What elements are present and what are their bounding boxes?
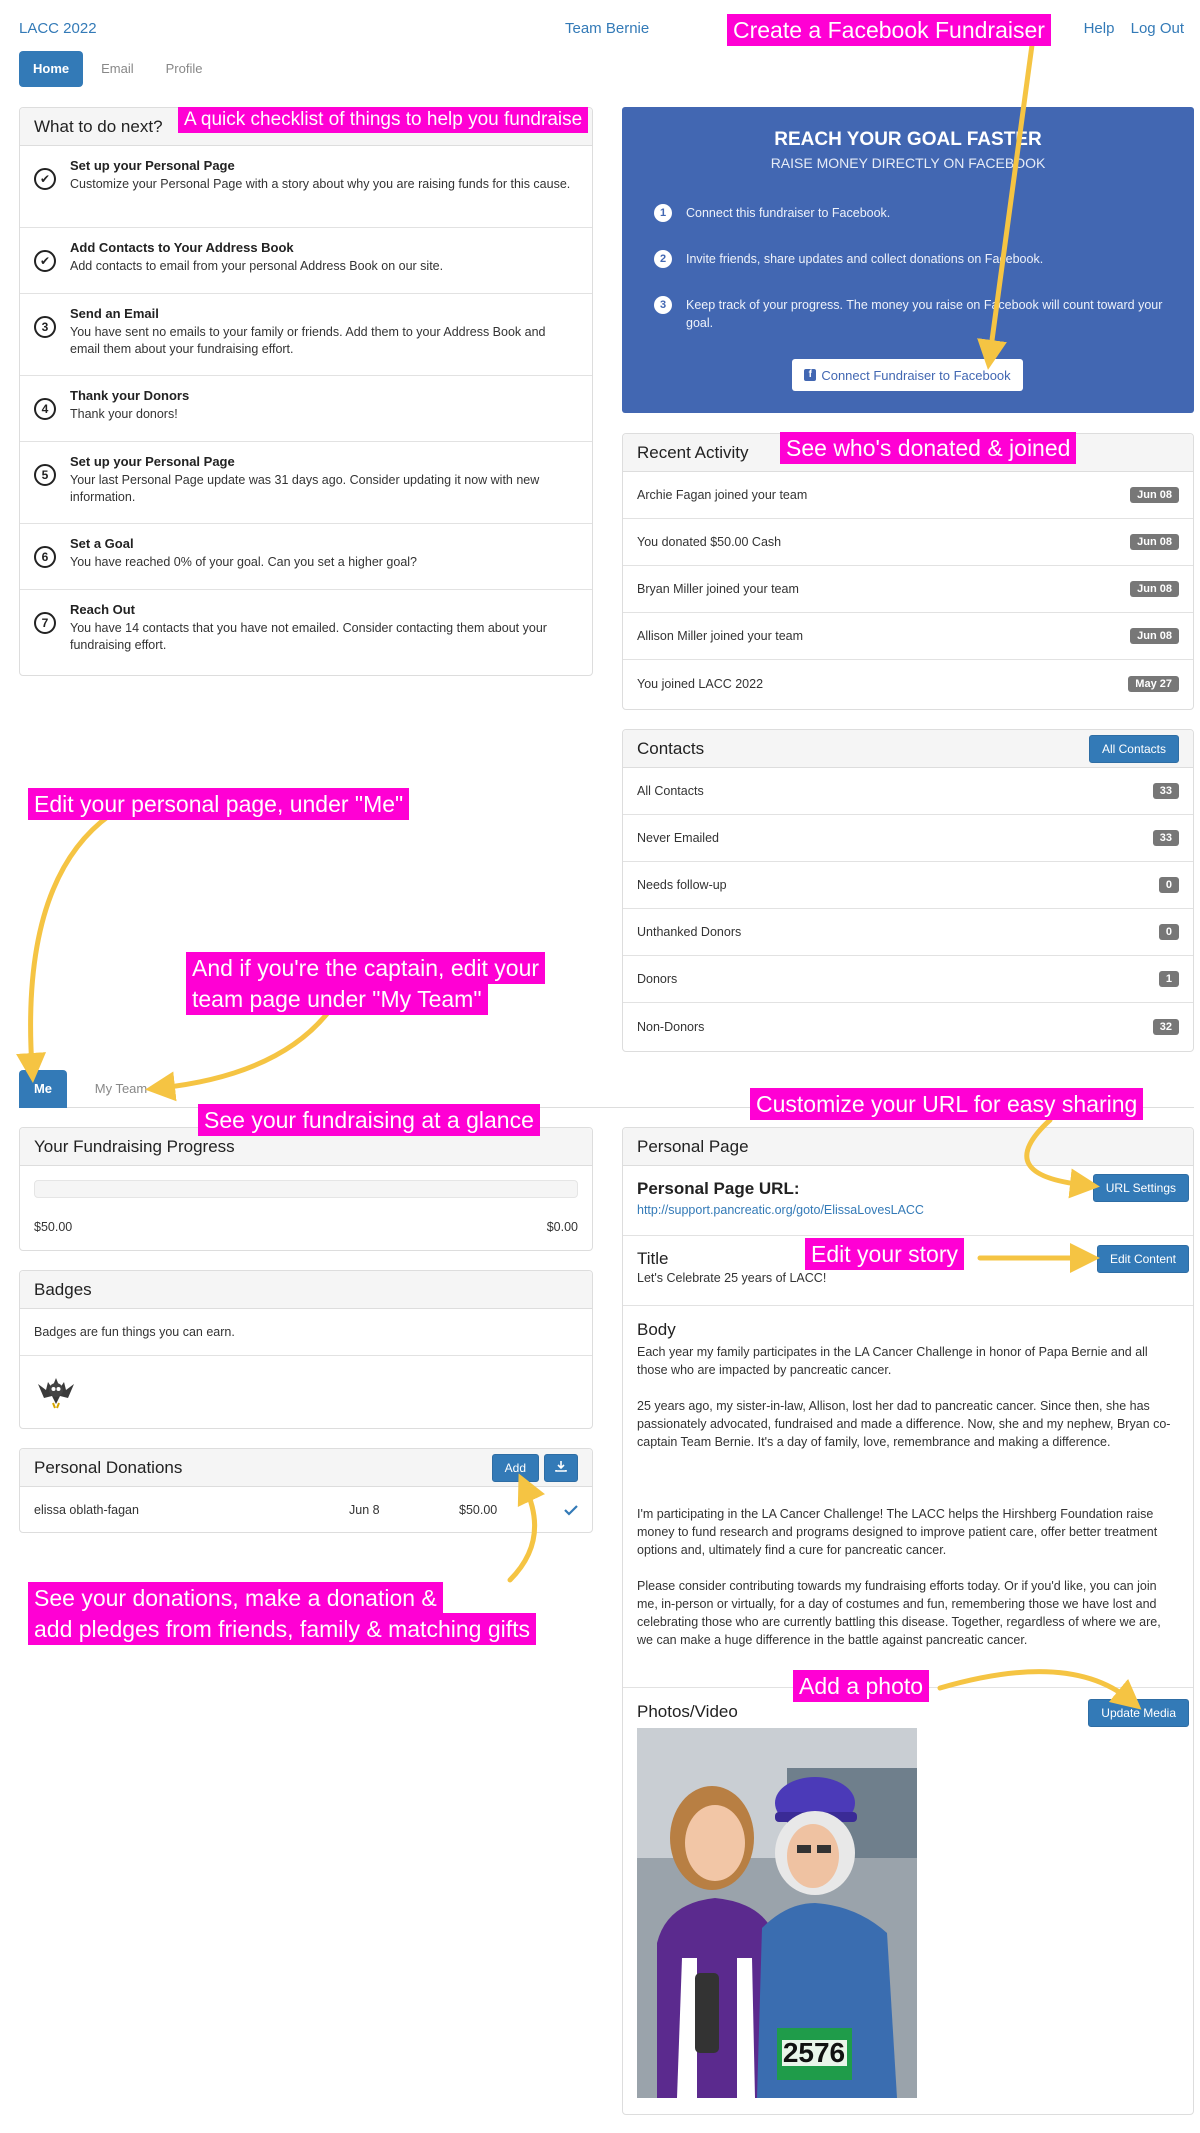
personal-page-title: Personal Page: [637, 1136, 749, 1156]
team-link[interactable]: Team Bernie: [565, 20, 650, 37]
checklist-item[interactable]: [20, 294, 592, 376]
goal-amount: $0.00: [546, 1220, 578, 1234]
activity-item: [623, 472, 1193, 519]
note-captain-1: And if you're the captain, edit your: [186, 952, 545, 984]
activity-date-badge: Jun 08: [1130, 581, 1179, 597]
activity-text: Allison Miller joined your team: [637, 629, 804, 643]
bib-number: 2576: [782, 2037, 846, 2068]
donation-amount: $50.00: [459, 1502, 498, 1517]
activity-date-badge: May 27: [1128, 676, 1179, 692]
add-donation-button[interactable]: Add: [492, 1454, 539, 1482]
contacts-title: Contacts: [637, 738, 705, 758]
activity-item: [623, 566, 1193, 613]
personal-page-header: [623, 1128, 1193, 1166]
brand-link[interactable]: LACC 2022: [19, 20, 97, 37]
facebook-icon: f: [804, 369, 816, 381]
contact-filter-item[interactable]: [623, 815, 1193, 862]
activity-date-badge: Jun 08: [1130, 487, 1179, 503]
donation-row[interactable]: [20, 1487, 592, 1532]
donation-date: Jun 8: [349, 1502, 380, 1517]
body-label: Body: [637, 1320, 676, 1339]
fb-step-text: Keep track of your progress. The money you raise on Facebook will count toward your goal.: [686, 298, 1163, 330]
fb-subtitle: RAISE MONEY DIRECTLY ON FACEBOOK: [770, 155, 1046, 171]
url-section: [623, 1166, 1193, 1236]
url-label: Personal Page URL:: [637, 1179, 800, 1198]
edit-content-button[interactable]: Edit Content: [1097, 1245, 1189, 1273]
activity-text: Archie Fagan joined your team: [637, 488, 808, 502]
contact-count-badge: 32: [1153, 1019, 1179, 1035]
arrow-me: [31, 815, 110, 1068]
donations-title: Personal Donations: [34, 1457, 183, 1477]
tab-me[interactable]: Me: [19, 1070, 67, 1108]
recent-activity-panel: [622, 433, 1194, 710]
contact-filter-item[interactable]: [623, 862, 1193, 909]
help-link[interactable]: Help: [1083, 20, 1115, 37]
checklist-item-title: Set up your Personal Page: [70, 158, 235, 173]
personal-donations-panel: [19, 1448, 593, 1533]
update-media-button[interactable]: Update Media: [1088, 1699, 1189, 1727]
badges-description: Badges are fun things you can earn.: [34, 1325, 235, 1339]
bat-badge-icon[interactable]: [34, 1368, 78, 1412]
tab-profile[interactable]: Profile: [165, 61, 203, 76]
checklist-panel: [19, 107, 593, 676]
download-icon: [555, 1460, 567, 1472]
badges-title: Badges: [34, 1279, 92, 1299]
contact-filter-label: Non-Donors: [637, 1019, 705, 1034]
contact-filter-item[interactable]: [623, 768, 1193, 815]
step-number-icon: 4: [34, 398, 56, 420]
step-number-icon: 1: [654, 204, 672, 222]
body-paragraph: 25 years ago, my sister-in-law, Allison, lost her dad to pancreatic cancer. Since then, she has passionately advocated, fundraised and made a difference. Now, she and my nephew, Bryan co-captain Team Bernie. It's a day of family, love, remembrance and making a difference.: [637, 1399, 1171, 1449]
contact-filter-item[interactable]: [623, 956, 1193, 1003]
tab-home[interactable]: Home: [19, 51, 83, 87]
personal-page-panel: [622, 1127, 1194, 2115]
body-section: [623, 1306, 1193, 1688]
connect-facebook-label: Connect Fundraiser to Facebook: [821, 367, 1011, 383]
photos-section: [623, 1688, 1193, 2112]
photos-label: Photos/Video: [637, 1702, 738, 1721]
step-number-icon: 2: [654, 250, 672, 268]
amount-raised: $50.00: [34, 1220, 73, 1234]
fundraising-progress-panel: [19, 1127, 593, 1251]
checklist-item-title: Reach Out: [70, 602, 136, 617]
fb-step-1: [654, 204, 1174, 222]
checklist-item-desc: Add contacts to email from your personal Address Book on our site.: [70, 259, 444, 273]
step-number-icon: 3: [34, 316, 56, 338]
checklist-item[interactable]: [20, 442, 592, 524]
contact-filter-label: Donors: [637, 972, 678, 986]
checklist-item-desc: Your last Personal Page update was 31 days ago. Consider updating it now with new information.: [70, 473, 540, 504]
check-circle-icon: ✔: [34, 168, 56, 190]
download-button[interactable]: [544, 1454, 578, 1482]
contact-count-badge: 33: [1153, 783, 1179, 799]
note-photo: Add a photo: [793, 1670, 929, 1702]
activity-item: [623, 613, 1193, 660]
main-tabs: [19, 51, 221, 87]
activity-date-badge: Jun 08: [1130, 534, 1179, 550]
checklist-item[interactable]: [20, 376, 592, 442]
contact-filter-label: Never Emailed: [637, 831, 719, 845]
contacts-panel: [622, 729, 1194, 1052]
contact-filter-label: All Contacts: [637, 784, 704, 798]
contact-filter-item[interactable]: [623, 1003, 1193, 1050]
checklist-item-desc: You have 14 contacts that you have not emailed. Consider contacting them about your fundraising effort.: [70, 621, 547, 652]
contact-count-badge: 0: [1159, 877, 1179, 893]
badges-description-row: [20, 1309, 592, 1356]
checklist-item-desc: Thank your donors!: [70, 407, 178, 421]
contact-count-badge: 1: [1159, 971, 1179, 987]
note-captain-2: team page under "My Team": [186, 983, 488, 1015]
step-number-icon: 5: [34, 464, 56, 486]
contacts-header: [623, 730, 1193, 768]
checklist-item[interactable]: [20, 524, 592, 590]
checklist-item[interactable]: [20, 590, 592, 672]
activity-item: [623, 660, 1193, 707]
step-number-icon: 7: [34, 612, 56, 634]
fb-step-text: Connect this fundraiser to Facebook.: [686, 206, 891, 220]
checklist-item-desc: You have reached 0% of your goal. Can you set a higher goal?: [70, 555, 418, 569]
note-donations-1: See your donations, make a donation &: [28, 1582, 443, 1614]
note-activity: See who's donated & joined: [780, 432, 1076, 464]
fb-title: REACH YOUR GOAL FASTER: [774, 129, 1042, 150]
all-contacts-button[interactable]: All Contacts: [1089, 735, 1179, 763]
activity-text: You donated $50.00 Cash: [637, 535, 782, 549]
note-donations-2: add pledges from friends, family & matching gifts: [28, 1613, 536, 1645]
badges-panel: [19, 1270, 593, 1429]
checkmark-icon: [564, 1504, 578, 1516]
activity-text: Bryan Miller joined your team: [637, 582, 799, 596]
donations-header: [20, 1449, 592, 1487]
tab-my-team[interactable]: My Team: [94, 1081, 148, 1096]
body-paragraph: Please consider contributing towards my fundraising efforts today. Or if you'd like, you can join me, in-person or virtually, for a day of costumes and fun, remembering those we have lost and celebrating those who are currently battling this disease. Together, regardless of where we are, we can make a huge difference in the battle against pancreatic cancer.: [637, 1579, 1161, 1647]
note-story: Edit your story: [805, 1238, 964, 1270]
checklist-item-title: Set a Goal: [70, 536, 134, 551]
note-me: Edit your personal page, under "Me": [28, 788, 409, 820]
progress-bar: [34, 1180, 578, 1198]
note-glance: See your fundraising at a glance: [198, 1104, 540, 1136]
url-settings-button[interactable]: URL Settings: [1093, 1174, 1189, 1202]
checklist-item[interactable]: [20, 228, 592, 294]
checklist-item-desc: Customize your Personal Page with a story about why you are raising funds for this cause.: [70, 177, 571, 191]
body-paragraph: Each year my family participates in the LA Cancer Challenge in honor of Papa Bernie and all those who are impacted by pancreatic cancer.: [637, 1345, 1148, 1377]
step-number-icon: 3: [654, 296, 672, 314]
badges-header: [20, 1271, 592, 1309]
contact-filter-label: Needs follow-up: [637, 878, 727, 892]
note-url: Customize your URL for easy sharing: [750, 1088, 1143, 1120]
checklist-item-desc: You have sent no emails to your family or friends. Add them to your Address Book and email them about your fundraising effort.: [70, 325, 546, 356]
fb-step-2: [654, 250, 1174, 268]
personal-page-url[interactable]: http://support.pancreatic.org/goto/ElissaLovesLACC: [637, 1203, 924, 1217]
checklist-item-title: Set up your Personal Page: [70, 454, 235, 469]
fb-step-text: Invite friends, share updates and collect donations on Facebook.: [686, 252, 1044, 266]
checklist-item-title: Add Contacts to Your Address Book: [70, 240, 294, 255]
activity-title: Recent Activity: [637, 442, 749, 462]
connect-facebook-button[interactable]: [792, 359, 1023, 391]
contact-count-badge: 33: [1153, 830, 1179, 846]
body-paragraph: I'm participating in the LA Cancer Challenge! The LACC helps the Hirshberg Foundation raise money to fund research and programs designed to improve patient care, offer better treatment options and, ultimately find a cure for pancreatic cancer.: [637, 1507, 1158, 1557]
progress-title: Your Fundraising Progress: [34, 1136, 235, 1156]
title-label: Title: [637, 1249, 669, 1268]
fb-step-3: [654, 296, 1174, 332]
activity-date-badge: Jun 08: [1130, 628, 1179, 644]
checklist-item-title: Send an Email: [70, 306, 159, 321]
facebook-fundraiser-panel: [622, 107, 1194, 413]
page-title-value: Let's Celebrate 25 years of LACC!: [637, 1271, 827, 1285]
contact-filter-item[interactable]: [623, 909, 1193, 956]
note-checklist: A quick checklist of things to help you fundraise: [178, 107, 588, 133]
top-links: [1072, 20, 1184, 37]
tab-email[interactable]: Email: [101, 61, 134, 76]
step-number-icon: 6: [34, 546, 56, 568]
badges-list: [20, 1356, 592, 1427]
note-facebook: Create a Facebook Fundraiser: [727, 14, 1051, 46]
contact-filter-label: Unthanked Donors: [637, 925, 742, 939]
contact-count-badge: 0: [1159, 924, 1179, 940]
checklist-item-title: Thank your Donors: [70, 388, 190, 403]
check-circle-icon: ✔: [34, 250, 56, 272]
checklist-title: What to do next?: [34, 116, 163, 136]
checklist-item[interactable]: [20, 146, 592, 228]
donor-name: elissa oblath-fagan: [34, 1502, 139, 1517]
logout-link[interactable]: Log Out: [1130, 20, 1184, 37]
activity-text: You joined LACC 2022: [637, 676, 764, 691]
activity-item: [623, 519, 1193, 566]
personal-photo: [637, 1728, 917, 2098]
